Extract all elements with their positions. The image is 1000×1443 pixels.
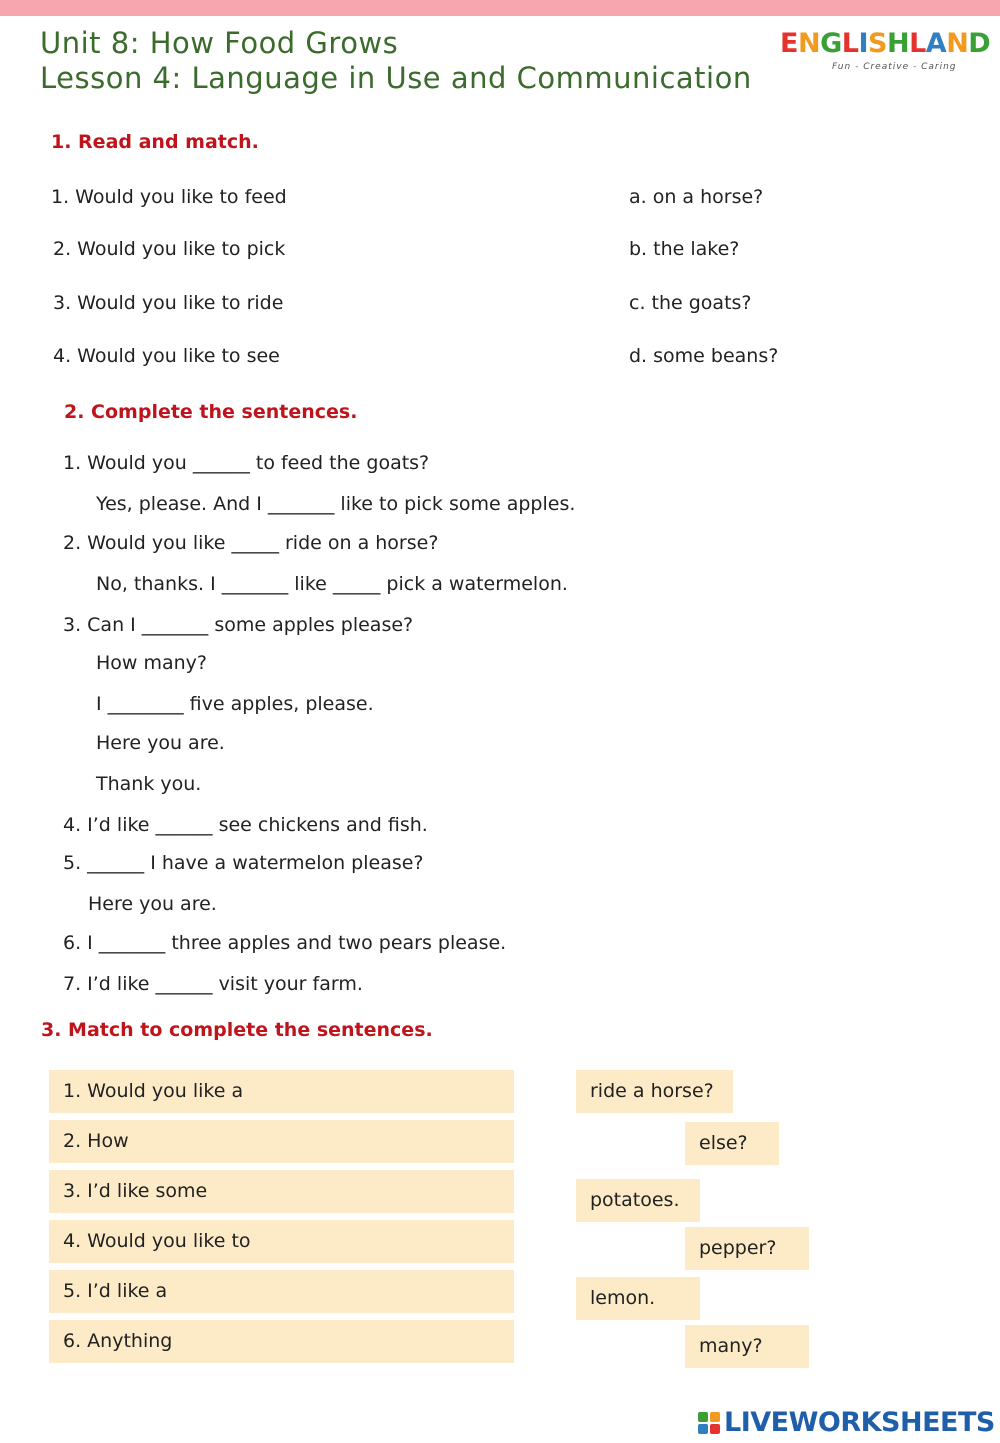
- sentence-line: No, thanks. I _______ like _____ pick a watermelon.: [96, 573, 568, 595]
- match-left-box[interactable]: [49, 1070, 514, 1113]
- logo-letter: N: [797, 28, 821, 59]
- unit-title: Unit 8: How Food Grows: [40, 26, 399, 60]
- liveworksheets-text: LIVEWORKSHEETS: [724, 1407, 995, 1438]
- match-left-item: 3. Would you like to ride: [53, 292, 284, 314]
- match-left-box[interactable]: [49, 1170, 514, 1213]
- match-left-label: 2. How: [63, 1130, 129, 1152]
- match-left-label: 5. I’d like a: [63, 1280, 168, 1302]
- match-right-box[interactable]: [685, 1227, 809, 1270]
- logo-letter: N: [946, 28, 969, 59]
- logo-letter: L: [909, 28, 926, 59]
- match-right-item: b. the lake?: [629, 238, 740, 260]
- match-right-item: d. some beans?: [629, 345, 779, 367]
- match-left-item: 1. Would you like to feed: [51, 186, 287, 208]
- liveworksheets-brand: [697, 1407, 997, 1439]
- match-left-box[interactable]: [49, 1270, 514, 1313]
- match-right-label: potatoes.: [590, 1189, 680, 1211]
- logo-letter: A: [925, 28, 947, 59]
- match-left-item: 4. Would you like to see: [53, 345, 280, 367]
- match-left-item: 2. Would you like to pick: [53, 238, 286, 260]
- top-color-bar: [0, 0, 1000, 16]
- logo-wordmark: [780, 28, 990, 59]
- match-left-box[interactable]: [49, 1220, 514, 1263]
- match-left-box[interactable]: [49, 1320, 514, 1363]
- sentence-line: 1. Would you ______ to feed the goats?: [63, 452, 430, 474]
- match-left-label: 3. I’d like some: [63, 1180, 208, 1202]
- match-right-box[interactable]: [576, 1179, 700, 1222]
- match-right-box[interactable]: [685, 1325, 809, 1368]
- sentence-line: 5. ______ I have a watermelon please?: [63, 852, 424, 874]
- logo-letter: H: [886, 28, 910, 59]
- liveworksheets-icon: [697, 1411, 721, 1435]
- match-left-label: 6. Anything: [63, 1330, 173, 1352]
- logo-letter: G: [820, 28, 842, 59]
- match-right-box[interactable]: [685, 1122, 779, 1165]
- logo-letter: E: [780, 28, 798, 59]
- match-right-label: else?: [699, 1132, 748, 1154]
- lesson-title: Lesson 4: Language in Use and Communication: [40, 61, 752, 95]
- sentence-line: 3. Can I _______ some apples please?: [63, 614, 414, 636]
- match-right-label: lemon.: [590, 1287, 656, 1309]
- match-right-box[interactable]: [576, 1070, 733, 1113]
- sentence-line: I ________ five apples, please.: [96, 693, 374, 715]
- match-left-label: 4. Would you like to: [63, 1230, 251, 1252]
- sentence-line: Here you are.: [96, 732, 225, 754]
- englishland-logo: [780, 28, 991, 72]
- match-left-label: 1. Would you like a: [63, 1080, 244, 1102]
- sentence-line: How many?: [96, 652, 208, 674]
- section2-heading: 2. Complete the sentences.: [64, 401, 358, 423]
- sentence-line: Yes, please. And I _______ like to pick some apples.: [96, 493, 576, 515]
- section3-heading: 3. Match to complete the sentences.: [41, 1019, 433, 1041]
- match-right-item: c. the goats?: [629, 292, 752, 314]
- sentence-line: 2. Would you like _____ ride on a horse?: [63, 532, 439, 554]
- match-right-box[interactable]: [576, 1277, 700, 1320]
- match-right-label: ride a horse?: [590, 1080, 714, 1102]
- sentence-line: Here you are.: [88, 893, 217, 915]
- sentence-line: 7. I’d like ______ visit your farm.: [63, 973, 363, 995]
- logo-letter: I: [858, 28, 868, 59]
- match-right-label: many?: [699, 1335, 763, 1357]
- sentence-line: Thank you.: [96, 773, 202, 795]
- section1-heading: 1. Read and match.: [51, 131, 259, 153]
- logo-letter: L: [841, 28, 859, 59]
- logo-letter: D: [968, 28, 991, 59]
- match-right-label: pepper?: [699, 1237, 777, 1259]
- sentence-line: 6. I _______ three apples and two pears please.: [63, 932, 507, 954]
- logo-letter: S: [868, 28, 887, 59]
- sentence-line: 4. I’d like ______ see chickens and fish.: [63, 814, 428, 836]
- match-right-item: a. on a horse?: [629, 186, 764, 208]
- match-left-box[interactable]: [49, 1120, 514, 1163]
- logo-tagline: Fun - Creative - Caring: [832, 62, 957, 72]
